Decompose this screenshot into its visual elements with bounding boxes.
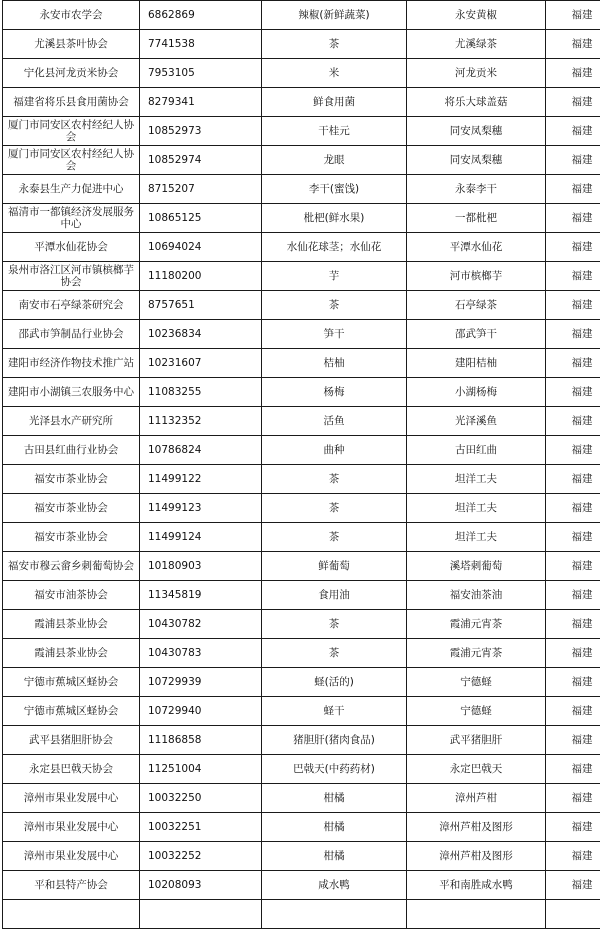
product-cell: 茶 — [262, 291, 407, 320]
table-row — [3, 668, 600, 697]
product-cell: 柑橘 — [262, 813, 407, 842]
product-cell: 咸水鸭 — [262, 871, 407, 900]
organization-cell: 永泰县生产力促进中心 — [3, 175, 140, 204]
organization-cell: 漳州市果业发展中心 — [3, 784, 140, 813]
province-cell: 福建 — [546, 523, 600, 552]
registration-number-cell: 6862869 — [140, 1, 262, 30]
table-row — [3, 88, 600, 117]
table-row — [3, 175, 600, 204]
organization-cell: 泉州市洛江区河市镇槟榔芋协会 — [3, 262, 140, 291]
registration-number-cell: 11345819 — [140, 581, 262, 610]
organization-cell: 古田县红曲行业协会 — [3, 436, 140, 465]
registration-number-cell: 10231607 — [140, 349, 262, 378]
table-row — [3, 552, 600, 581]
table-row — [3, 378, 600, 407]
registration-number-cell: 10032251 — [140, 813, 262, 842]
table-row — [3, 436, 600, 465]
organization-cell: 邵武市笋制品行业协会 — [3, 320, 140, 349]
province-cell: 福建 — [546, 871, 600, 900]
product-cell: 活鱼 — [262, 407, 407, 436]
product-cell: 茶 — [262, 465, 407, 494]
registration-number-cell: 8715207 — [140, 175, 262, 204]
table-row — [3, 262, 600, 291]
registration-number-cell: 10430782 — [140, 610, 262, 639]
table-row — [3, 610, 600, 639]
province-cell: 福建 — [546, 581, 600, 610]
product-cell: 茶 — [262, 523, 407, 552]
organization-cell: 建阳市经济作物技术推广站 — [3, 349, 140, 378]
organization-cell: 福清市一都镇经济发展服务中心 — [3, 204, 140, 233]
trademark-cell: 福安油茶油 — [407, 581, 546, 610]
organization-cell: 漳州市果业发展中心 — [3, 813, 140, 842]
table-row — [3, 407, 600, 436]
trademark-cell: 永安黄椒 — [407, 1, 546, 30]
product-cell: 水仙花球茎；水仙花 — [262, 233, 407, 262]
registration-number-cell: 10852974 — [140, 146, 262, 175]
province-cell: 福建 — [546, 726, 600, 755]
table-row — [3, 30, 600, 59]
organization-cell: 福安市茶业协会 — [3, 523, 140, 552]
province-cell: 福建 — [546, 291, 600, 320]
organization-cell: 霞浦县茶业协会 — [3, 639, 140, 668]
organization-cell: 宁化县河龙贡米协会 — [3, 59, 140, 88]
province-cell: 福建 — [546, 59, 600, 88]
table-row — [3, 233, 600, 262]
trademark-cell: 光泽溪鱼 — [407, 407, 546, 436]
province-cell: 福建 — [546, 146, 600, 175]
province-cell: 福建 — [546, 320, 600, 349]
organization-cell: 光泽县水产研究所 — [3, 407, 140, 436]
province-cell: 福建 — [546, 407, 600, 436]
province-cell: 福建 — [546, 639, 600, 668]
organization-cell: 南安市石亭绿茶研究会 — [3, 291, 140, 320]
trademark-cell: 坦洋工夫 — [407, 494, 546, 523]
table-row — [3, 581, 600, 610]
province-cell: 福建 — [546, 1, 600, 30]
trademark-cell: 宁德蛏 — [407, 668, 546, 697]
trademark-cell: 永泰李干 — [407, 175, 546, 204]
table-row — [3, 146, 600, 175]
product-cell: 茶 — [262, 639, 407, 668]
product-cell: 食用油 — [262, 581, 407, 610]
organization-cell: 福安市茶业协会 — [3, 494, 140, 523]
table-row — [3, 755, 600, 784]
table-row — [3, 320, 600, 349]
registration-number-cell: 10430783 — [140, 639, 262, 668]
registration-number-cell: 10729939 — [140, 668, 262, 697]
trademark-cell — [407, 900, 546, 929]
organization-cell — [3, 900, 140, 929]
organization-cell: 平潭水仙花协会 — [3, 233, 140, 262]
product-cell: 蛏(活的) — [262, 668, 407, 697]
province-cell: 福建 — [546, 175, 600, 204]
table-row — [3, 465, 600, 494]
organization-cell: 福建省将乐县食用菌协会 — [3, 88, 140, 117]
product-cell: 杨梅 — [262, 378, 407, 407]
registration-number-cell: 7953105 — [140, 59, 262, 88]
registration-number-cell: 8757651 — [140, 291, 262, 320]
table-row — [3, 349, 600, 378]
organization-cell: 厦门市同安区农村经纪人协会 — [3, 146, 140, 175]
table-row — [3, 1, 600, 30]
trademark-cell: 同安凤梨穗 — [407, 117, 546, 146]
province-cell: 福建 — [546, 465, 600, 494]
product-cell: 李干(蜜饯) — [262, 175, 407, 204]
trademark-cell: 河龙贡米 — [407, 59, 546, 88]
organization-cell: 厦门市同安区农村经纪人协会 — [3, 117, 140, 146]
trademark-cell: 漳州芦柑 — [407, 784, 546, 813]
trademark-cell: 古田红曲 — [407, 436, 546, 465]
product-cell: 干桂元 — [262, 117, 407, 146]
table-row — [3, 784, 600, 813]
trademark-cell: 武平猪胆肝 — [407, 726, 546, 755]
registration-number-cell: 11251004 — [140, 755, 262, 784]
trademark-cell: 平和南胜咸水鸭 — [407, 871, 546, 900]
table-row — [3, 871, 600, 900]
trademark-cell: 邵武笋干 — [407, 320, 546, 349]
table-row — [3, 291, 600, 320]
product-cell: 枇杷(鲜水果) — [262, 204, 407, 233]
product-cell: 茶 — [262, 610, 407, 639]
registration-number-cell: 11180200 — [140, 262, 262, 291]
registry-table-body — [3, 1, 600, 929]
product-cell: 龙眼 — [262, 146, 407, 175]
province-cell: 福建 — [546, 552, 600, 581]
trademark-cell: 永定巴戟天 — [407, 755, 546, 784]
registration-number-cell: 10180903 — [140, 552, 262, 581]
trademark-cell: 宁德蛏 — [407, 697, 546, 726]
province-cell: 福建 — [546, 88, 600, 117]
product-cell: 茶 — [262, 494, 407, 523]
province-cell: 福建 — [546, 755, 600, 784]
product-cell: 芋 — [262, 262, 407, 291]
table-row — [3, 842, 600, 871]
organization-cell: 福安市油茶协会 — [3, 581, 140, 610]
province-cell: 福建 — [546, 668, 600, 697]
registration-number-cell: 11499122 — [140, 465, 262, 494]
product-cell: 猪胆肝(猪肉食品) — [262, 726, 407, 755]
registration-number-cell: 11499123 — [140, 494, 262, 523]
province-cell: 福建 — [546, 610, 600, 639]
trademark-cell: 一都枇杷 — [407, 204, 546, 233]
product-cell: 蛏干 — [262, 697, 407, 726]
province-cell: 福建 — [546, 204, 600, 233]
trademark-cell: 平潭水仙花 — [407, 233, 546, 262]
product-cell: 曲种 — [262, 436, 407, 465]
registration-number-cell: 10208093 — [140, 871, 262, 900]
registration-number-cell: 10032252 — [140, 842, 262, 871]
organization-cell: 平和县特产协会 — [3, 871, 140, 900]
table-row — [3, 813, 600, 842]
organization-cell: 宁德市蕉城区蛏协会 — [3, 668, 140, 697]
organization-cell: 宁德市蕉城区蛏协会 — [3, 697, 140, 726]
trademark-cell: 坦洋工夫 — [407, 523, 546, 552]
table-row — [3, 59, 600, 88]
registration-number-cell: 11132352 — [140, 407, 262, 436]
organization-cell: 尤溪县茶叶协会 — [3, 30, 140, 59]
organization-cell: 漳州市果业发展中心 — [3, 842, 140, 871]
table-row — [3, 494, 600, 523]
registration-number-cell: 10032250 — [140, 784, 262, 813]
table-row — [3, 726, 600, 755]
province-cell — [546, 900, 600, 929]
trademark-cell: 河市槟榔芋 — [407, 262, 546, 291]
province-cell: 福建 — [546, 436, 600, 465]
product-cell: 辣椒(新鲜蔬菜) — [262, 1, 407, 30]
trademark-cell: 坦洋工夫 — [407, 465, 546, 494]
province-cell: 福建 — [546, 842, 600, 871]
registration-number-cell: 10694024 — [140, 233, 262, 262]
trademark-cell: 霞浦元宵茶 — [407, 610, 546, 639]
organization-cell: 福安市穆云畲乡刺葡萄协会 — [3, 552, 140, 581]
registration-number-cell: 11186858 — [140, 726, 262, 755]
organization-cell: 永定县巴戟天协会 — [3, 755, 140, 784]
product-cell: 笋干 — [262, 320, 407, 349]
table-row — [3, 117, 600, 146]
province-cell: 福建 — [546, 697, 600, 726]
registration-number-cell: 10865125 — [140, 204, 262, 233]
organization-cell: 永安市农学会 — [3, 1, 140, 30]
registration-number-cell: 7741538 — [140, 30, 262, 59]
organization-cell: 霞浦县茶业协会 — [3, 610, 140, 639]
province-cell: 福建 — [546, 233, 600, 262]
trademark-cell: 尤溪绿茶 — [407, 30, 546, 59]
product-cell: 巴戟天(中药药材) — [262, 755, 407, 784]
product-cell: 鲜葡萄 — [262, 552, 407, 581]
registration-number-cell: 8279341 — [140, 88, 262, 117]
province-cell: 福建 — [546, 349, 600, 378]
province-cell: 福建 — [546, 262, 600, 291]
province-cell: 福建 — [546, 494, 600, 523]
trademark-cell: 漳州芦柑及图形 — [407, 813, 546, 842]
trademark-cell: 将乐大球盖菇 — [407, 88, 546, 117]
table-row — [3, 900, 600, 929]
trademark-cell: 小湖杨梅 — [407, 378, 546, 407]
table-row — [3, 697, 600, 726]
product-cell: 米 — [262, 59, 407, 88]
product-cell: 柑橘 — [262, 784, 407, 813]
province-cell: 福建 — [546, 30, 600, 59]
province-cell: 福建 — [546, 378, 600, 407]
product-cell: 鲜食用菌 — [262, 88, 407, 117]
table-row — [3, 204, 600, 233]
product-cell: 桔柚 — [262, 349, 407, 378]
table-row — [3, 523, 600, 552]
trademark-cell: 漳州芦柑及图形 — [407, 842, 546, 871]
registration-number-cell: 11499124 — [140, 523, 262, 552]
province-cell: 福建 — [546, 784, 600, 813]
registration-number-cell: 10236834 — [140, 320, 262, 349]
organization-cell: 福安市茶业协会 — [3, 465, 140, 494]
registration-number-cell: 10729940 — [140, 697, 262, 726]
trademark-cell: 同安凤梨穗 — [407, 146, 546, 175]
product-cell: 柑橘 — [262, 842, 407, 871]
registration-number-cell — [140, 900, 262, 929]
registration-number-cell: 11083255 — [140, 378, 262, 407]
organization-cell: 建阳市小湖镇三农服务中心 — [3, 378, 140, 407]
product-cell — [262, 900, 407, 929]
registry-table — [2, 0, 600, 929]
trademark-cell: 石亭绿茶 — [407, 291, 546, 320]
organization-cell: 武平县猪胆肝协会 — [3, 726, 140, 755]
province-cell: 福建 — [546, 813, 600, 842]
registration-number-cell: 10786824 — [140, 436, 262, 465]
table-row — [3, 639, 600, 668]
trademark-cell: 建阳桔柚 — [407, 349, 546, 378]
trademark-cell: 溪塔刺葡萄 — [407, 552, 546, 581]
registration-number-cell: 10852973 — [140, 117, 262, 146]
product-cell: 茶 — [262, 30, 407, 59]
province-cell: 福建 — [546, 117, 600, 146]
trademark-cell: 霞浦元宵茶 — [407, 639, 546, 668]
